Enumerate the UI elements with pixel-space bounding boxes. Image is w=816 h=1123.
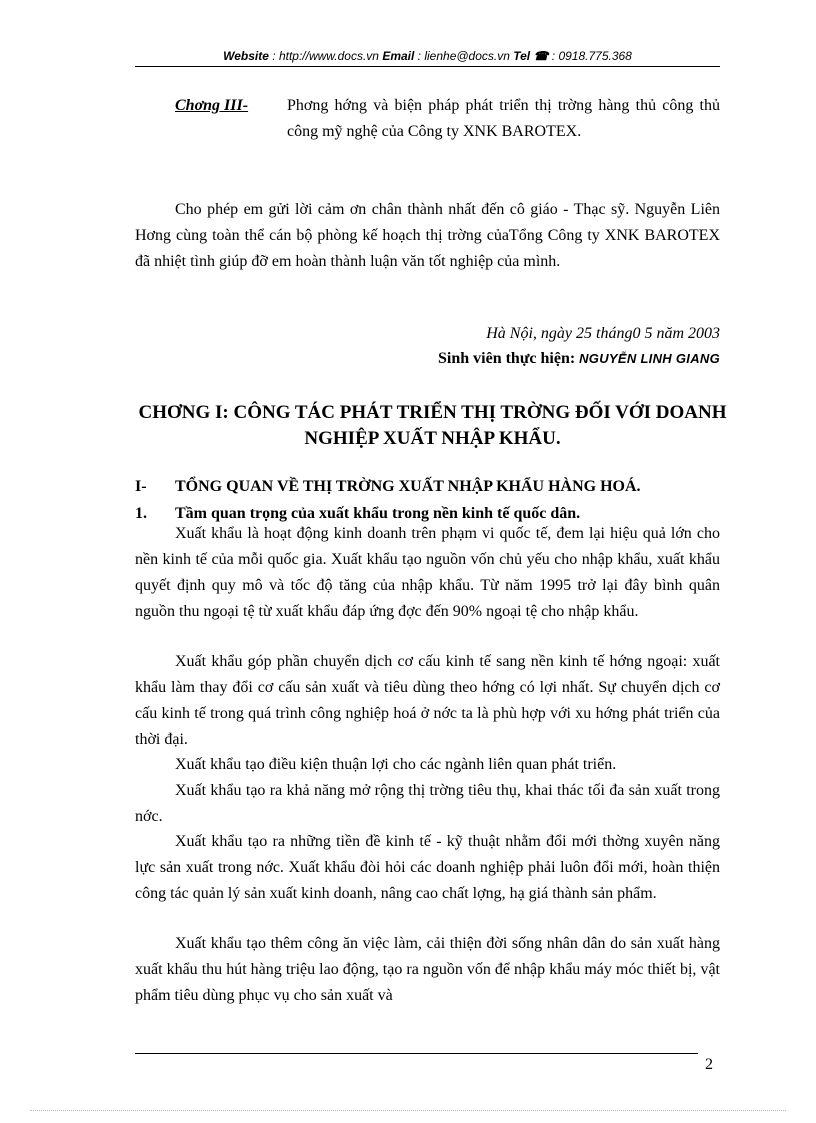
- chapter-3-label: Chơng III-: [175, 97, 249, 114]
- website-label: Website: [223, 49, 269, 63]
- body-paragraph-2: Xuất khẩu góp phần chuyển dịch cơ cấu kinh tế sang nền kinh tế hớng ngoại: xuất khẩu làm thay đổi cơ cấu sản xuất và tiêu dùng theo hớng có lợi nhất. Sự chuyển dịch cơ cấu kinh tế trong quá trình công nghiệp hoá ở nớc ta là phù hợp với xu hớng phát triển của thời đại.: [135, 653, 720, 748]
- body-paragraph-5: Xuất khẩu tạo ra những tiền đề kinh tế - kỹ thuật nhằm đổi mới thờng xuyên năng lực sản xuất trong nớc. Xuất khẩu đòi hỏi các doanh nghiệp phải luôn đổi mới, hoàn thiện công tác quản lý sản xuất kinh doanh, nâng cao chất lợng, hạ giá thành sản phẩm.: [135, 833, 720, 902]
- tel-value: : 0918.775.368: [548, 49, 632, 63]
- body-paragraph-4: Xuất khẩu tạo ra khả năng mở rộng thị trờng tiêu thụ, khai thác tối đa sản xuất trong nớc.: [135, 782, 720, 825]
- email-value: : lienhe@docs.vn: [414, 49, 514, 63]
- section-1-number: 1.: [135, 505, 147, 522]
- email-label: Email: [382, 49, 415, 63]
- footer-divider: [135, 1053, 698, 1054]
- header-divider: [135, 66, 720, 67]
- section-i-title: TỔNG QUAN VỀ THỊ TRỜNG XUẤT NHẬP KHẨU HÀNG HOÁ.: [175, 478, 641, 495]
- body-paragraph-1: Xuất khẩu là hoạt động kinh doanh trên phạm vi quốc tế, đem lại hiệu quả lớn cho nền kinh tế của mỗi quốc gia. Xuất khẩu tạo nguồn vốn chủ yếu cho nhập khẩu, xuất khẩu quyết định quy mô và tốc độ tăng của nhập khẩu. Từ năm 1995 trở lại đây bình quân nguồn thu ngoại tệ từ xuất khẩu đáp ứng đợc đến 90% ngoại tệ cho nhập khẩu.: [135, 525, 720, 620]
- website-value: : http://www.docs.vn: [268, 49, 383, 63]
- page-number: 2: [705, 1056, 713, 1073]
- signature-name: NGUYỄN LINH GIANG: [575, 351, 720, 366]
- section-i-number: I-: [135, 478, 147, 495]
- page-header: [135, 48, 720, 64]
- tel-label: Tel ☎: [513, 49, 549, 63]
- chapter-1-title: CHƠNG I: CÔNG TÁC PHÁT TRIỂN THỊ TRỜNG ĐỐI VỚI DOANH NGHIỆP XUẤT NHẬP KHẨU.: [138, 402, 727, 449]
- body-paragraph-6: Xuất khẩu tạo thêm công ăn việc làm, cải thiện đời sống nhân dân do sản xuất hàng xuất khẩu thu hút hàng triệu lao động, tạo ra nguồn vốn để nhập khẩu máy móc thiết bị, vật phẩm tiêu dùng phục vụ cho sản xuất và: [135, 935, 720, 1004]
- acknowledgement-paragraph: Cho phép em gửi lời cảm ơn chân thành nhất đến cô giáo - Thạc sỹ. Nguyễn Liên Hơng cùng toàn thể cán bộ phòng kế hoạch thị trờng củaTổng Công ty XNK BAROTEX đã nhiệt tình giúp đỡ em hoàn thành luận văn tốt nghiệp của mình.: [135, 201, 720, 270]
- page-bottom-border: [30, 1110, 786, 1111]
- signature-label: Sinh viên thực hiện:: [438, 350, 576, 367]
- chapter-3-text: Phơng hớng và biện pháp phát triển thị trờng hàng thủ công thủ công mỹ nghệ của Công ty XNK BAROTEX.: [287, 97, 720, 140]
- section-1-title: Tầm quan trọng của xuất khẩu trong nền kinh tế quốc dân.: [175, 505, 581, 522]
- body-paragraph-3: Xuất khẩu tạo điều kiện thuận lợi cho các ngành liên quan phát triển.: [175, 756, 617, 773]
- signature-date: Hà Nội, ngày 25 tháng0 5 năm 2003: [486, 325, 720, 342]
- signature-block: [438, 350, 720, 368]
